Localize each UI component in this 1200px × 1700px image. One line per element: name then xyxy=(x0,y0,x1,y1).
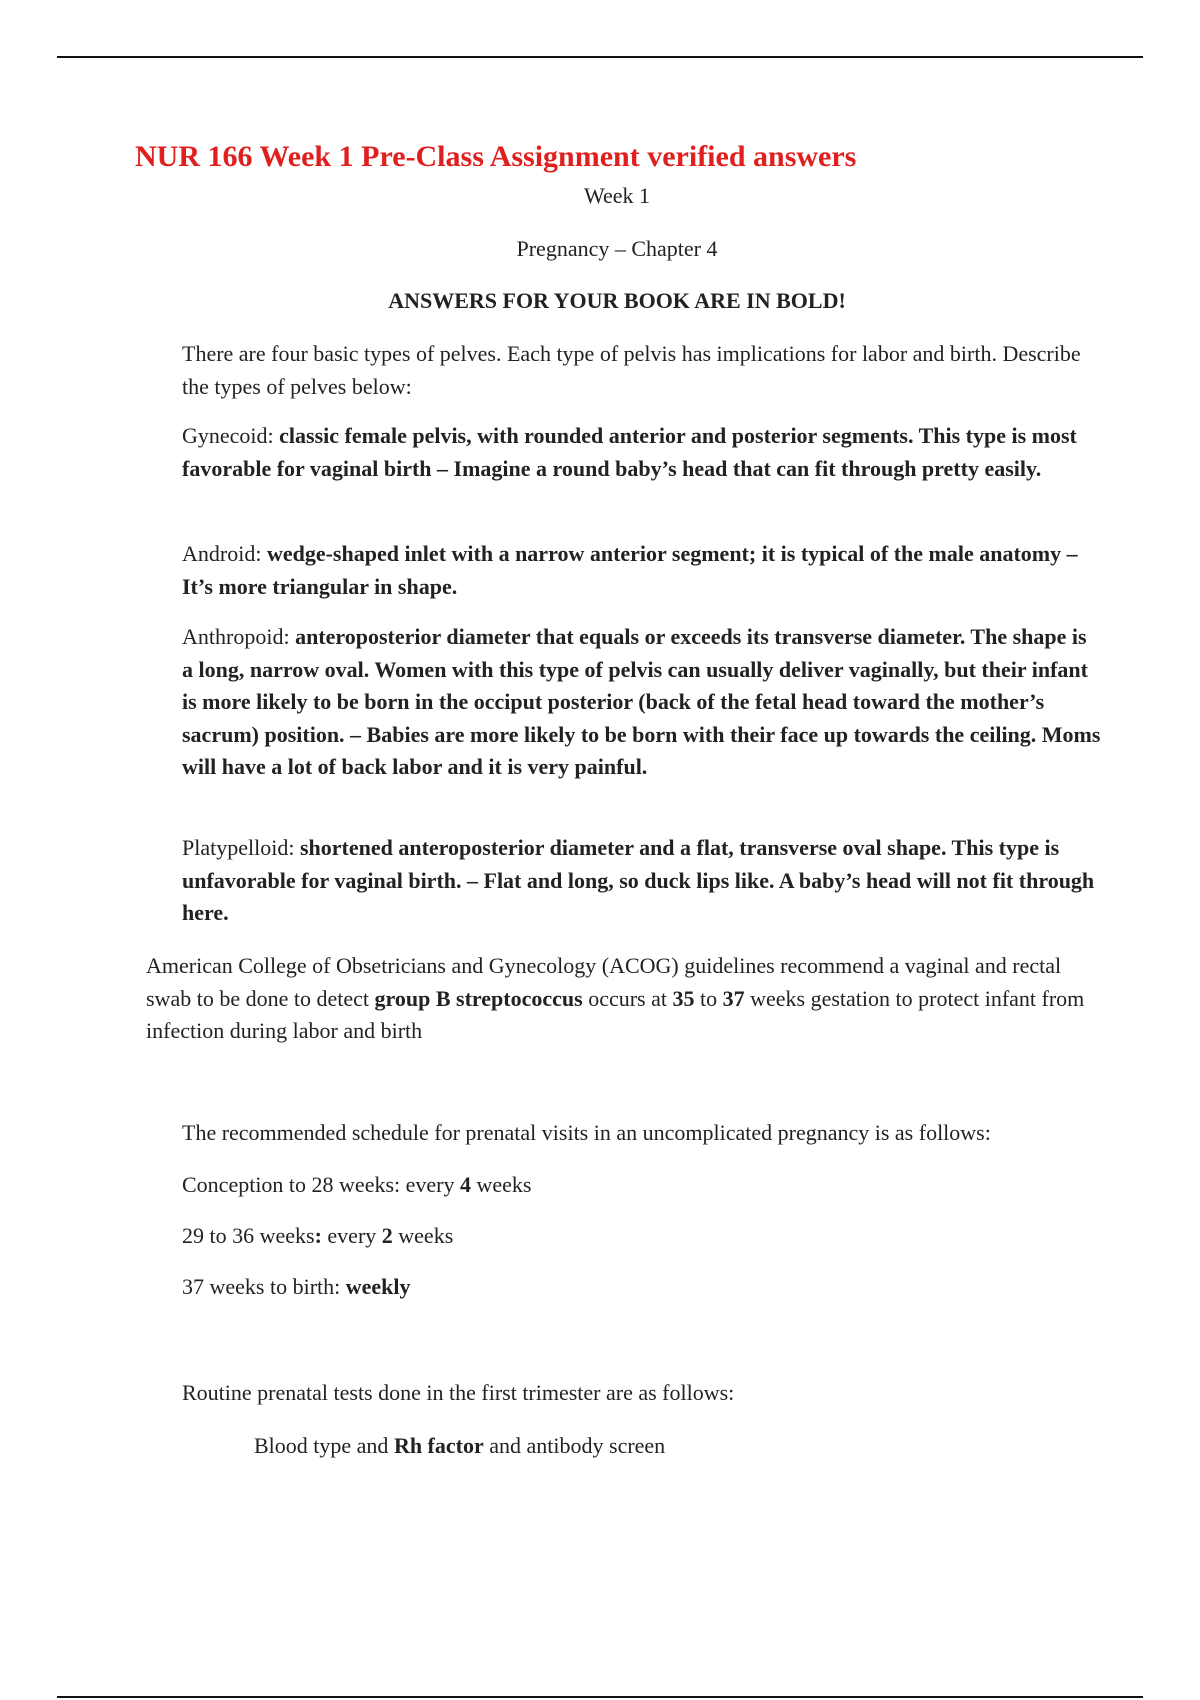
bottom-rule xyxy=(57,1696,1143,1698)
android-answer: wedge-shaped inlet with a narrow anterior segment; it is typical of the male anatomy – It’s more triangular in shape. xyxy=(182,541,1078,599)
tests-item-1-tail: and antibody screen xyxy=(483,1433,666,1458)
platypelloid-paragraph xyxy=(182,832,1102,930)
gynecoid-paragraph xyxy=(182,420,1102,485)
schedule-row-2 xyxy=(182,1220,1102,1253)
schedule-row-1-value: 4 xyxy=(460,1172,471,1197)
acog-week-start: 35 xyxy=(672,985,695,1011)
answers-note: ANSWERS FOR YOUR BOOK ARE IN BOLD! xyxy=(388,288,846,313)
week-heading: Week 1 xyxy=(583,183,651,208)
acog-text-3: to xyxy=(694,985,723,1011)
gynecoid-label: Gynecoid: xyxy=(182,423,280,448)
anthropoid-paragraph xyxy=(182,621,1102,784)
schedule-row-1-text: Conception to 28 weeks: every xyxy=(182,1172,460,1197)
schedule-row-1 xyxy=(182,1169,1102,1202)
schedule-row-2-text: 29 to 36 weeks xyxy=(182,1223,315,1248)
acog-paragraph xyxy=(146,950,1086,1048)
chapter-heading: Pregnancy – Chapter 4 xyxy=(516,236,718,261)
acog-week-end: 37 xyxy=(722,985,745,1011)
android-label: Android: xyxy=(182,541,267,566)
acog-text-1: American College of Obsetricians and Gynecology (ACOG) guidelines recommend a vaginal and rectal swab to be done to detect xyxy=(146,953,1062,1011)
tests-item-1 xyxy=(254,1430,1114,1463)
tests-intro: Routine prenatal tests done in the first trimester are as follows: xyxy=(182,1380,735,1405)
gynecoid-answer: classic female pelvis, with rounded anterior and posterior segments. This type is most favorable for vaginal birth – Imagine a round baby’s head that can fit through pretty easily. xyxy=(182,423,1077,481)
schedule-row-2-every: every xyxy=(321,1223,382,1248)
acog-text-4: weeks gestation to protect infant from infection during labor and birth xyxy=(146,985,1085,1043)
android-paragraph xyxy=(182,538,1102,603)
schedule-row-2-tail: weeks xyxy=(392,1223,454,1248)
pelves-intro: There are four basic types of pelves. Each type of pelvis has implications for labor and birth. Describe the types of pelves below: xyxy=(182,341,1081,399)
schedule-row-1-tail: weeks xyxy=(471,1172,532,1197)
tests-item-1-text: Blood type and xyxy=(254,1433,394,1458)
acog-gbs-term: group B streptococcus xyxy=(374,985,583,1011)
document-title: NUR 166 Week 1 Pre-Class Assignment verified answers xyxy=(135,140,857,173)
schedule-row-3 xyxy=(182,1271,1102,1304)
schedule-row-2-value: 2 xyxy=(381,1223,393,1248)
platypelloid-label: Platypelloid: xyxy=(182,835,300,860)
anthropoid-answer: anteroposterior diameter that equals or exceeds its transverse diameter. The shape is a long, narrow oval. Women with this type of pelvis can usually deliver vaginally, but their infant is more likely to be born in the occiput posterior (back of the fetal head toward the mother’s sacrum) position. – Babies are more likely to be born with their face up towards the ceiling. Moms will have a lot of back labor and it is very painful. xyxy=(182,624,1101,779)
tests-item-1-term: Rh factor xyxy=(393,1433,484,1458)
anthropoid-label: Anthropoid: xyxy=(182,624,296,649)
schedule-intro: The recommended schedule for prenatal visits in an uncomplicated pregnancy is as follows: xyxy=(182,1120,991,1145)
schedule-row-2-colon: : xyxy=(314,1223,322,1248)
acog-text-2: occurs at xyxy=(582,985,673,1011)
schedule-row-3-text: 37 weeks to birth: xyxy=(182,1274,346,1299)
schedule-row-3-value: weekly xyxy=(345,1274,411,1299)
platypelloid-answer: shortened anteroposterior diameter and a flat, transverse oval shape. This type is unfavorable for vaginal birth. – Flat and long, so duck lips like. A baby’s head will not fit through here. xyxy=(182,835,1095,925)
